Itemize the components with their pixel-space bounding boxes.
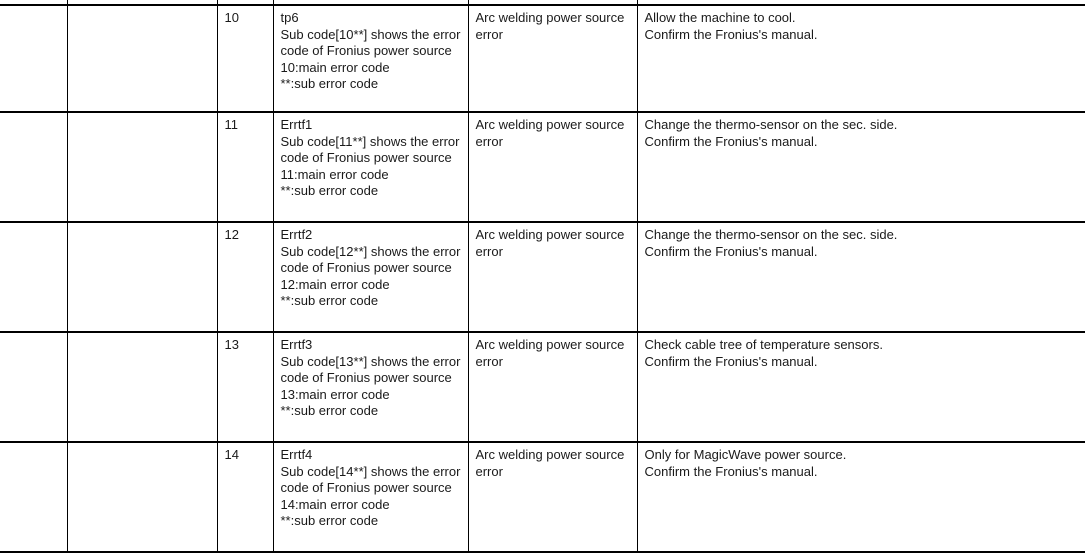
table-row: [0, 442, 1085, 552]
error-category-cell: [468, 5, 637, 112]
error-category: Arc welding power source error: [475, 337, 625, 369]
error-detail-cell: [273, 112, 468, 222]
error-description: Sub code[10**] shows the error code of Fronius power source: [280, 26, 461, 59]
remedy-cell: [637, 5, 1085, 112]
remedy-line: Only for MagicWave power source.: [644, 447, 847, 462]
main-error-code-line: 14:main error code: [280, 496, 390, 512]
remedy-line: Change the thermo-sensor on the sec. side.: [644, 227, 898, 242]
table-row: [0, 222, 1085, 332]
error-name: Errtf2: [280, 227, 313, 242]
error-code: 11: [224, 117, 238, 132]
main-error-code-line: 12:main error code: [280, 276, 390, 292]
error-name: tp6: [280, 10, 299, 25]
remedy-line: Confirm the Fronius's manual.: [644, 463, 818, 479]
error-category-cell: [468, 442, 637, 552]
main-error-code-line: 11:main error code: [280, 166, 389, 182]
error-category: Arc welding power source error: [475, 117, 625, 149]
remedy-line: Check cable tree of temperature sensors.: [644, 337, 883, 352]
error-description: Sub code[13**] shows the error code of Fronius power source: [280, 353, 461, 386]
error-description: Sub code[11**] shows the error code of Fronius power source: [280, 133, 460, 166]
sub-error-code-line: **:sub error code: [280, 403, 379, 419]
sub-error-code-line: **:sub error code: [280, 293, 379, 309]
error-name: Errtf3: [280, 337, 313, 352]
error-name: Errtf1: [280, 117, 313, 132]
error-detail-cell: [273, 222, 468, 332]
error-description: Sub code[14**] shows the error code of Fronius power source: [280, 463, 461, 496]
sub-error-code-line: **:sub error code: [280, 183, 379, 199]
table-row: [0, 112, 1085, 222]
sub-error-code-line: **:sub error code: [280, 513, 379, 529]
remedy-cell: [637, 112, 1085, 222]
error-category: Arc welding power source error: [475, 227, 625, 259]
empty-cell: [0, 222, 67, 332]
empty-cell: [67, 5, 217, 112]
error-category-cell: [468, 332, 637, 442]
empty-cell: [0, 442, 67, 552]
error-code: 12: [224, 227, 239, 242]
error-category-cell: [468, 222, 637, 332]
sub-error-code-line: **:sub error code: [280, 76, 379, 92]
error-category-cell: [468, 112, 637, 222]
remedy-line: Confirm the Fronius's manual.: [644, 243, 818, 259]
error-description: Sub code[12**] shows the error code of Fronius power source: [280, 243, 461, 276]
empty-cell: [0, 5, 67, 112]
table-row: [0, 5, 1085, 112]
error-category: Arc welding power source error: [475, 447, 625, 479]
remedy-line: Change the thermo-sensor on the sec. side.: [644, 117, 898, 132]
remedy-cell: [637, 222, 1085, 332]
error-detail-cell: [273, 5, 468, 112]
main-error-code-line: 10:main error code: [280, 59, 390, 75]
error-code-cell: [217, 112, 273, 222]
empty-cell: [67, 332, 217, 442]
error-category: Arc welding power source error: [475, 10, 625, 42]
remedy-line: Allow the machine to cool.: [644, 10, 796, 25]
remedy-cell: [637, 442, 1085, 552]
remedy-line: Confirm the Fronius's manual.: [644, 26, 818, 42]
error-code-cell: [217, 442, 273, 552]
error-code-cell: [217, 5, 273, 112]
empty-cell: [67, 222, 217, 332]
empty-cell: [0, 112, 67, 222]
empty-cell: [67, 442, 217, 552]
error-code: 13: [224, 337, 239, 352]
table-row: [0, 332, 1085, 442]
main-error-code-line: 13:main error code: [280, 386, 390, 402]
empty-cell: [0, 332, 67, 442]
remedy-cell: [637, 332, 1085, 442]
error-code: 14: [224, 447, 239, 462]
error-detail-cell: [273, 332, 468, 442]
error-name: Errtf4: [280, 447, 313, 462]
remedy-line: Confirm the Fronius's manual.: [644, 353, 818, 369]
error-code-cell: [217, 222, 273, 332]
error-code-cell: [217, 332, 273, 442]
remedy-line: Confirm the Fronius's manual.: [644, 133, 818, 149]
empty-cell: [67, 112, 217, 222]
error-code: 10: [224, 10, 239, 25]
error-detail-cell: [273, 442, 468, 552]
